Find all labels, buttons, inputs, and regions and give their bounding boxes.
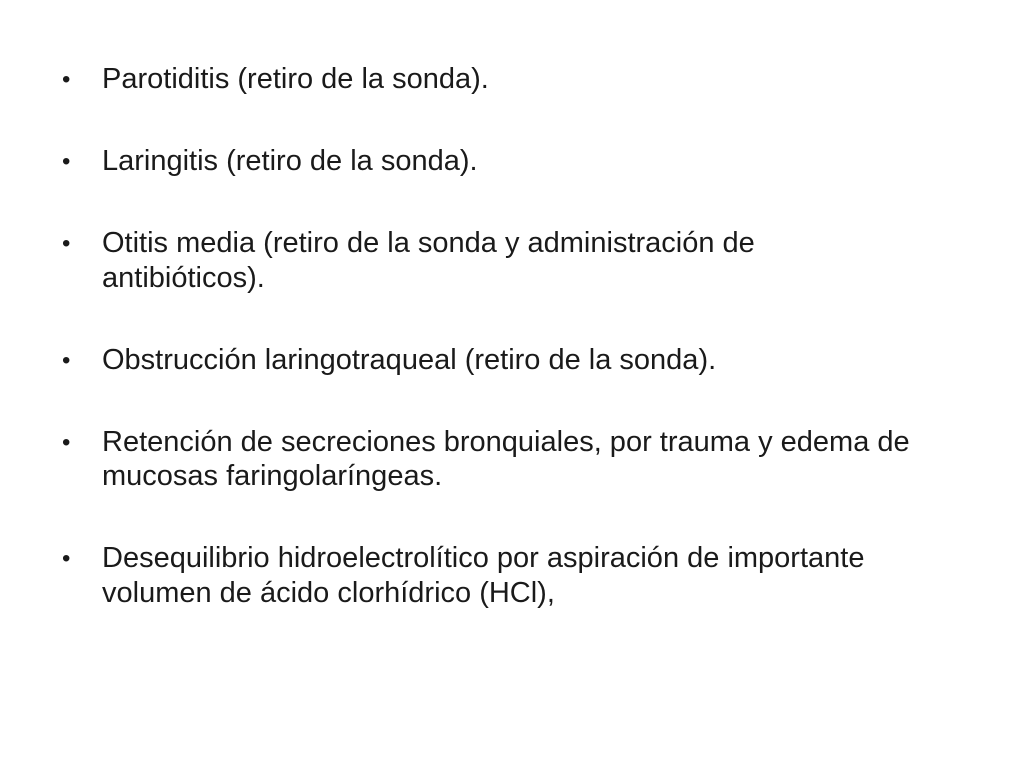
list-item-otitis-media — [60, 226, 964, 296]
list-item-text: Obstrucción laringotraqueal (retiro de la sonda). — [102, 343, 717, 376]
list-item-obstruccion — [60, 343, 964, 378]
list-item-text: Parotiditis (retiro de la sonda). — [102, 63, 489, 95]
list-item-desequilibrio — [60, 541, 964, 611]
bullet-icon: • — [62, 346, 71, 374]
bullet-icon: • — [62, 148, 71, 175]
bullet-icon: • — [62, 428, 71, 456]
bullet-icon: • — [62, 230, 71, 257]
list-item-text: Laringitis (retiro de la sonda). — [102, 145, 478, 177]
list-item-parotiditis — [60, 62, 964, 97]
list-item-laringitis — [60, 144, 964, 179]
list-item-text: Retención de secreciones bronquiales, por trauma y edema de mucosas faringolaríngeas. — [102, 425, 910, 493]
list-item-retencion — [60, 425, 964, 495]
list-item-text: Otitis media (retiro de la sonda y administración de antibióticos). — [102, 227, 755, 294]
bullet-icon: • — [62, 66, 71, 93]
list-item-text: Desequilibrio hidroelectrolítico por aspiración de importante volumen de ácido clorhídrico (HCl), — [102, 542, 865, 609]
bullet-list — [60, 62, 964, 611]
bullet-icon: • — [62, 545, 71, 573]
